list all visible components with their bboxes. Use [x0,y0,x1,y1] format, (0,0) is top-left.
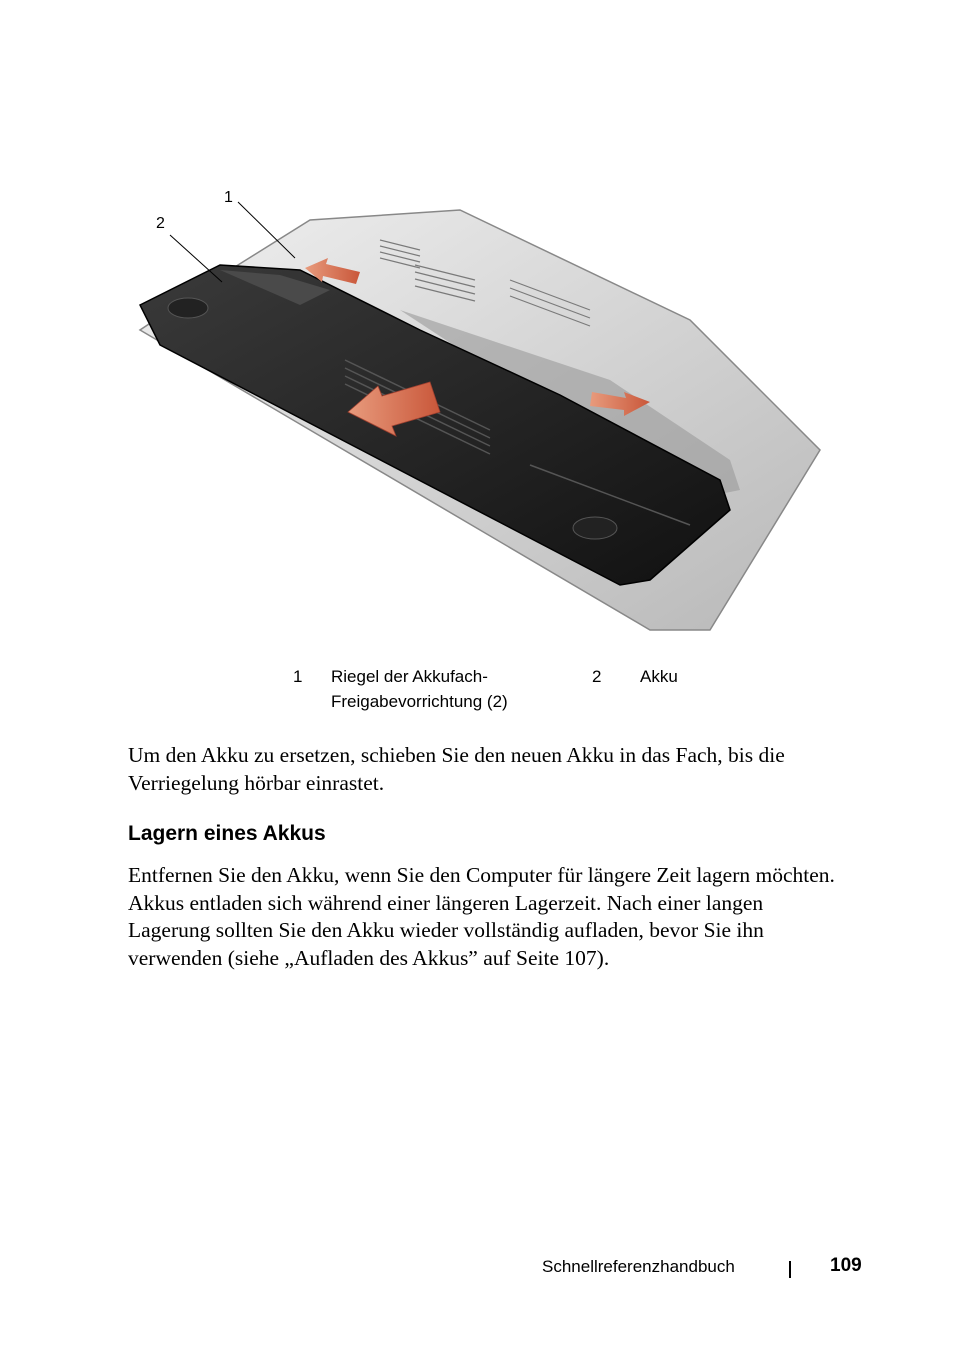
paragraph-storage: Entfernen Sie den Akku, wenn Sie den Computer für längere Zeit lagern möchten. Akkus entladen sich während einer längeren Lagerzeit. Nach einer langen Lagerung sollten Sie den Akku wieder vollständig aufladen, bevor Sie ihn verwenden (siehe „Aufladen des Akkus” auf Seite 107). [128,863,835,970]
callout-1: 1 [224,189,233,206]
paragraph-replace-battery: Um den Akku zu ersetzen, schieben Sie den neuen Akku in das Fach, bis die Verriegelung hörbar einrastet. [128,743,785,795]
battery-illustration [130,180,850,640]
legend-text-2: Akku [640,667,678,686]
page-number: 109 [830,1255,862,1276]
callout-2: 2 [156,215,165,232]
legend-number-2: 2 [592,667,602,686]
footer-title: Schnellreferenzhandbuch [542,1257,735,1276]
section-heading: Lagern eines Akkus [128,822,326,845]
legend-text-1-line-2: Freigabevorrichtung (2) [331,692,508,711]
legend-text-1-line-1: Riegel der Akkufach- [331,667,488,686]
footer-separator [789,1261,791,1278]
legend-number-1: 1 [293,667,303,686]
